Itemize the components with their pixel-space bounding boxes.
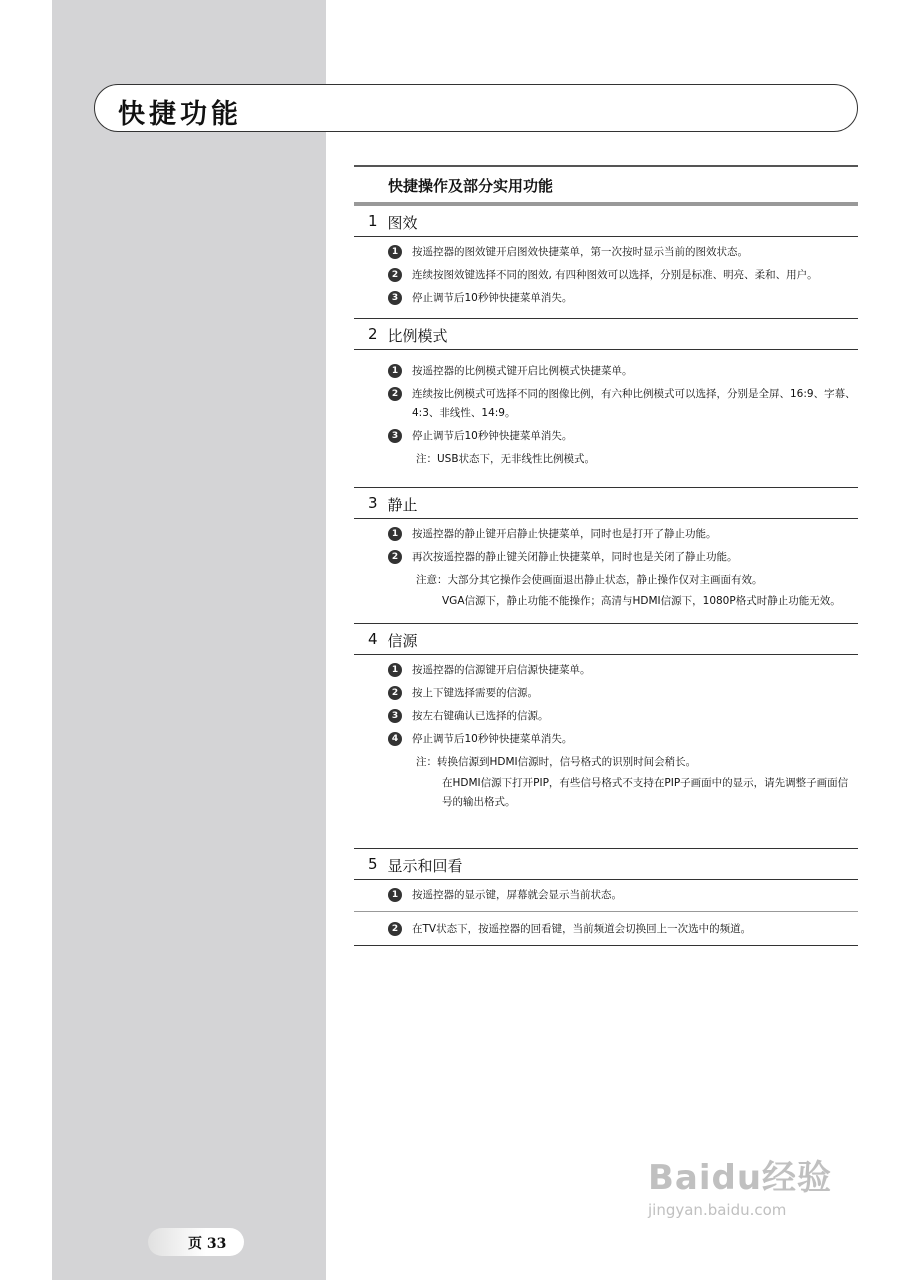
list-item [354, 243, 858, 262]
list-item [354, 730, 858, 749]
section-title: 图效 [387, 214, 418, 232]
page-title: 快捷功能 [118, 99, 242, 130]
number-bullet-icon: 2 [388, 268, 402, 282]
number-bullet-icon: 1 [388, 364, 402, 378]
number-bullet-icon: 3 [388, 709, 402, 723]
item-text: 按遥控器的图效键开启图效快捷菜单，第一次按时显示当前的图效状态。 [412, 246, 748, 258]
section-note-continued: VGA信源下，静止功能不能操作；高清与HDMI信源下，1080P格式时静止功能无效。 [442, 595, 841, 607]
item-text: 连续按比例模式可选择不同的图像比例，有六种比例模式可以选择，分别是全屏、16:9、字幕、4:3、非线性、14:9。 [412, 388, 856, 419]
section-5-header [354, 848, 858, 880]
list-item [354, 289, 858, 308]
item-text: 按左右键确认已选择的信源。 [412, 710, 549, 722]
section-2-header [354, 318, 858, 350]
section-number: 3 [368, 494, 378, 512]
list-item [354, 548, 858, 567]
section-note-continued: 在HDMI信源下打开PIP，有些信号格式不支持在PIP子画面中的显示，请先调整子画面信号的输出格式。 [442, 777, 849, 808]
number-bullet-icon: 1 [388, 527, 402, 541]
section-number: 5 [368, 855, 378, 873]
list-item [354, 661, 858, 680]
section-note: 注：USB状态下，无非线性比例模式。 [416, 453, 596, 465]
number-bullet-icon: 2 [388, 550, 402, 564]
section-1-header [354, 206, 858, 237]
left-gray-band [52, 0, 326, 1280]
watermark-brand: Baidu经验 [648, 1158, 833, 1198]
item-text: 连续按图效键选择不同的图效, 有四种图效可以选择，分别是标准、明亮、柔和、用户。 [412, 269, 818, 281]
item-text: 按遥控器的静止键开启静止快捷菜单，同时也是打开了静止功能。 [412, 528, 717, 540]
number-bullet-icon: 2 [388, 387, 402, 401]
content-column [354, 165, 858, 950]
list-item [354, 427, 858, 446]
list-item [354, 385, 858, 423]
number-bullet-icon: 2 [388, 922, 402, 936]
list-item [354, 707, 858, 726]
number-bullet-icon: 3 [388, 429, 402, 443]
item-text: 再次按遥控器的静止键关闭静止快捷菜单，同时也是关闭了静止功能。 [412, 551, 738, 563]
section-3 [354, 487, 858, 611]
section-2 [354, 318, 858, 469]
section-number: 4 [368, 630, 378, 648]
list-item [354, 525, 858, 544]
page-number: 页 33 [188, 1236, 227, 1252]
item-text: 在TV状态下，按遥控器的回看键，当前频道会切换回上一次选中的频道。 [412, 923, 752, 935]
list-item [354, 362, 858, 381]
section-number: 2 [368, 325, 378, 343]
number-bullet-icon: 1 [388, 888, 402, 902]
section-number: 1 [368, 212, 378, 230]
baidu-watermark [648, 1150, 832, 1219]
item-text: 按遥控器的比例模式键开启比例模式快捷菜单。 [412, 365, 633, 377]
item-text: 停止调节后10秒钟快捷菜单消失。 [412, 292, 573, 304]
list-item [354, 684, 858, 703]
section-1 [354, 206, 858, 308]
item-text: 按遥控器的显示键，屏幕就会显示当前状态。 [412, 889, 622, 901]
item-text: 按上下键选择需要的信源。 [412, 687, 538, 699]
main-heading: 快捷操作及部分实用功能 [388, 177, 554, 195]
section-3-header [354, 487, 858, 519]
number-bullet-icon: 1 [388, 245, 402, 259]
item-text: 停止调节后10秒钟快捷菜单消失。 [412, 430, 573, 442]
section-title: 静止 [387, 496, 418, 514]
list-item [354, 920, 858, 946]
item-text: 停止调节后10秒钟快捷菜单消失。 [412, 733, 573, 745]
number-bullet-icon: 4 [388, 732, 402, 746]
number-bullet-icon: 1 [388, 663, 402, 677]
section-3-items [354, 519, 858, 611]
section-4-header [354, 623, 858, 655]
section-note: 注意：大部分其它操作会使画面退出静止状态，静止操作仅对主画面有效。 [416, 574, 763, 586]
item-text: 按遥控器的信源键开启信源快捷菜单。 [412, 664, 591, 676]
section-4 [354, 623, 858, 812]
watermark-url: jingyan.baidu.com [648, 1201, 787, 1219]
list-item [354, 886, 858, 912]
section-title: 比例模式 [387, 327, 448, 345]
section-1-items [354, 237, 858, 308]
section-title: 信源 [387, 632, 418, 650]
number-bullet-icon: 2 [388, 686, 402, 700]
section-4-items [354, 655, 858, 812]
section-2-items [354, 350, 858, 469]
section-5-items [354, 880, 858, 946]
section-title: 显示和回看 [387, 857, 463, 875]
list-item [354, 266, 858, 285]
section-5 [354, 848, 858, 946]
section-note: 注：转换信源到HDMI信源时，信号格式的识别时间会稍长。 [416, 756, 697, 768]
number-bullet-icon: 3 [388, 291, 402, 305]
